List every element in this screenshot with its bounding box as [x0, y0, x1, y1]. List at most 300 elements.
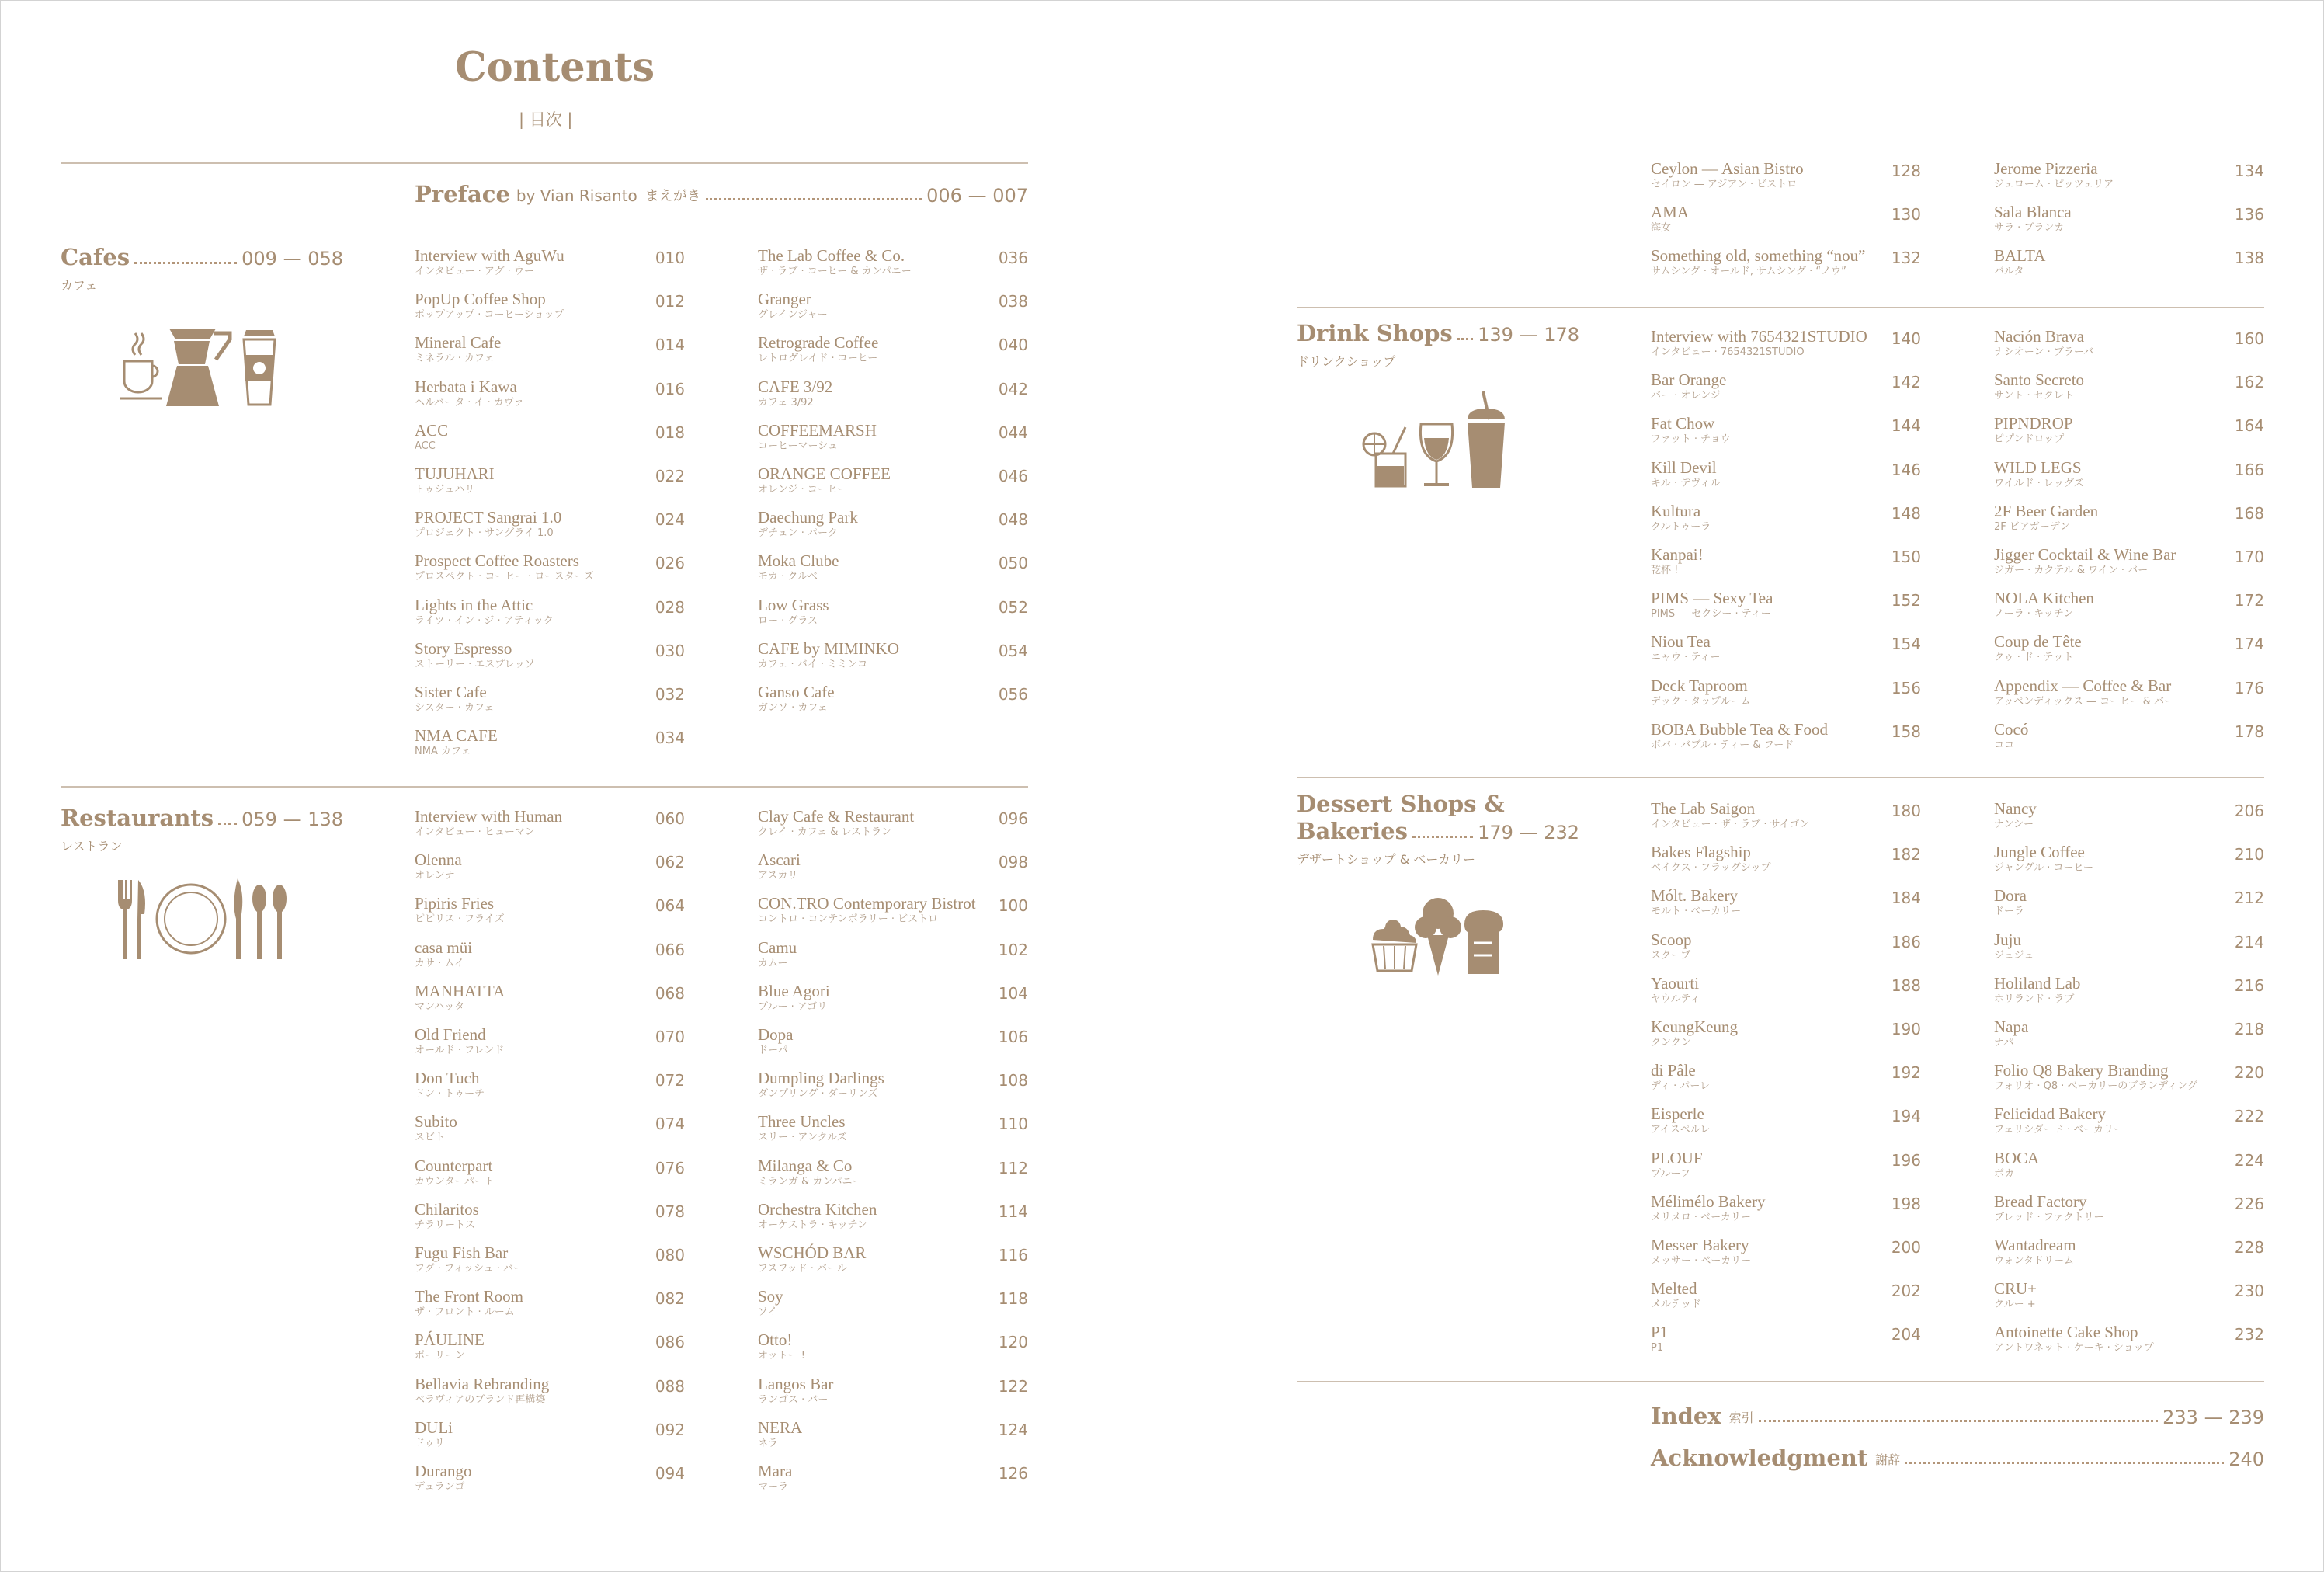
entry-page: 174: [2234, 635, 2264, 654]
toc-entry[interactable]: [758, 465, 1028, 496]
entry-jp: バー · オレンジ: [1651, 390, 1721, 402]
entry-name: Durango: [415, 1462, 472, 1480]
entry-name: Wantadream: [1994, 1236, 2076, 1254]
section-header-dessert-shops[interactable]: [1297, 791, 1579, 868]
entry-page: 096: [998, 809, 1028, 828]
entry-jp: ニャウ · ティー: [1651, 652, 1721, 664]
entry-name: Blue Agori: [758, 981, 830, 1000]
entry-name: Olenna: [415, 850, 462, 870]
index-row[interactable]: [1651, 1403, 2264, 1429]
entry-page: 162: [2234, 373, 2264, 392]
entry-jp: クルトゥーラ: [1651, 520, 1711, 533]
entry-page: 160: [2234, 329, 2264, 348]
entry-page: 226: [2234, 1194, 2264, 1213]
entry-jp: ザ · ラブ · コーヒー & カンパニー: [758, 266, 912, 278]
toc-entry[interactable]: [1651, 633, 1921, 663]
entry-page: 188: [1891, 976, 1921, 995]
entry-name: NMA CAFE: [415, 726, 498, 746]
toc-entry[interactable]: [415, 1157, 685, 1188]
entry-page: 012: [655, 292, 685, 311]
entry-page: 194: [1891, 1107, 1921, 1126]
toc-entry[interactable]: [1651, 1280, 1921, 1310]
toc-entry[interactable]: [415, 596, 685, 627]
entry-jp: ジェローム · ピッツェリア: [1994, 179, 2114, 191]
entry-name: Jungle Coffee: [1994, 843, 2085, 862]
entry-page: 018: [655, 423, 685, 442]
entry-page: 168: [2234, 503, 2264, 523]
toc-entry[interactable]: [758, 596, 1028, 627]
entry-page: 036: [998, 249, 1028, 267]
entry-page: 218: [2234, 1020, 2264, 1038]
toc-entry[interactable]: [1994, 800, 2264, 830]
entry-page: 070: [655, 1028, 685, 1046]
acknowledgment-pages: 240: [2228, 1449, 2264, 1470]
toc-entry[interactable]: [1994, 1105, 2264, 1136]
entry-jp: ココ: [1994, 739, 2015, 751]
entry-name: Ganso Cafe: [758, 683, 835, 701]
toc-entry[interactable]: [758, 1419, 1028, 1449]
toc-entry[interactable]: [1994, 1062, 2264, 1092]
section-header-cafes[interactable]: [61, 244, 343, 294]
toc-entry[interactable]: [415, 683, 685, 714]
entry-page: 202: [1891, 1282, 1921, 1301]
entry-jp: ホリランド · ラブ: [1994, 993, 2075, 1005]
toc-entry[interactable]: [415, 290, 685, 321]
entry-jp: インタビュー · ヒューマン: [415, 826, 535, 839]
entry-jp: アッペンディックス — コーヒー & バー: [1994, 695, 2175, 708]
entry-page: 086: [655, 1333, 685, 1352]
entry-jp: ナシオーン · ブラーバ: [1994, 346, 2094, 359]
entry-jp: PIMS — セクシー · ティー: [1651, 608, 1771, 621]
entry-name: Retrograde Coffee: [758, 333, 879, 353]
entry-name: PÁULINE: [415, 1330, 485, 1350]
toc-entry[interactable]: [415, 552, 685, 583]
toc-entry[interactable]: [1651, 1236, 1921, 1267]
entry-name: Milanga & Co: [758, 1156, 853, 1175]
entry-page: 040: [998, 336, 1028, 355]
toc-entry[interactable]: [1651, 459, 1921, 489]
toc-entry[interactable]: [758, 939, 1028, 969]
entry-page: 078: [655, 1202, 685, 1221]
entry-page: 032: [655, 685, 685, 704]
entry-name: Santo Secreto: [1994, 370, 2085, 390]
entry-page: 184: [1891, 889, 1921, 908]
section-header-restaurants[interactable]: [61, 805, 343, 854]
entry-jp: フスフッド · バール: [758, 1263, 847, 1275]
toc-entry[interactable]: [1651, 887, 1921, 917]
toc-entry[interactable]: [758, 683, 1028, 714]
entry-jp: カフェ · バイ · ミミンコ: [758, 658, 868, 670]
toc-entry[interactable]: [1994, 590, 2264, 620]
toc-entry[interactable]: [758, 1244, 1028, 1275]
entry-name: ORANGE COFFEE: [758, 464, 891, 483]
entry-page: 044: [998, 423, 1028, 442]
toc-entry[interactable]: [415, 1113, 685, 1143]
toc-entry[interactable]: [1651, 721, 1921, 751]
entry-page: 054: [998, 641, 1028, 660]
entry-page: 126: [998, 1464, 1028, 1483]
entry-page: 222: [2234, 1107, 2264, 1126]
toc-entry[interactable]: [1651, 160, 1921, 190]
entry-name: Juju: [1994, 930, 2022, 949]
entry-jp: サムシング · オールド, サムシング · “ノウ”: [1651, 266, 1846, 278]
toc-entry[interactable]: [1651, 1062, 1921, 1092]
entry-jp: モカ · クルベ: [758, 571, 818, 583]
toc-entry[interactable]: [1994, 843, 2264, 874]
entry-name: Something old, something “nou”: [1651, 246, 1866, 266]
entry-jp: ライツ · イン · ジ · アティック: [415, 614, 554, 627]
entry-name: Coup de Tête: [1994, 632, 2082, 652]
entry-name: Sala Blanca: [1994, 203, 2072, 222]
toc-entry[interactable]: [758, 808, 1028, 838]
entry-jp: ヘルバータ · イ · カヴァ: [415, 396, 524, 409]
toc-entry[interactable]: [1994, 975, 2264, 1005]
entry-jp: ワイルド · レッグズ: [1994, 477, 2084, 489]
toc-entry[interactable]: [758, 247, 1028, 277]
entry-jp: 2F ビアガーデン: [1994, 520, 2070, 533]
toc-entry[interactable]: [1994, 1149, 2264, 1180]
entry-jp: カウンターパート: [415, 1175, 495, 1188]
entry-jp: クルー +: [1994, 1299, 2036, 1311]
entry-jp: プロスペクト · コーヒー · ロースターズ: [415, 571, 594, 583]
entry-name: Pipiris Fries: [415, 894, 495, 913]
toc-entry[interactable]: [1994, 633, 2264, 663]
toc-entry[interactable]: [758, 1288, 1028, 1318]
entry-page: 146: [1891, 460, 1921, 479]
entry-page: 120: [998, 1333, 1028, 1352]
entry-page: 014: [655, 336, 685, 355]
toc-entry[interactable]: [758, 1376, 1028, 1406]
entry-page: 038: [998, 292, 1028, 311]
entry-jp: デチュン · パーク: [758, 527, 839, 540]
entry-name: Niou Tea: [1651, 632, 1711, 652]
entry-jp: ジガー · カクテル & ワイン · バー: [1994, 565, 2149, 577]
entry-jp: オールド · フレンド: [415, 1045, 505, 1057]
toc-entry[interactable]: [415, 982, 685, 1013]
preface-leader: [706, 198, 922, 200]
toc-entry[interactable]: [415, 378, 685, 409]
toc-entry[interactable]: [1651, 975, 1921, 1005]
entry-jp: スリー · アンクルズ: [758, 1132, 847, 1144]
coffee-icon: [116, 315, 291, 408]
toc-entry[interactable]: [758, 1462, 1028, 1493]
toc-entry[interactable]: [1651, 590, 1921, 620]
toc-entry[interactable]: [415, 247, 685, 277]
entry-name: Subito: [415, 1112, 457, 1132]
entry-name: CAFE by MIMINKO: [758, 638, 900, 658]
entry-jp: キル · デヴィル: [1651, 477, 1721, 489]
entry-name: Herbata i Kawa: [415, 377, 517, 396]
entry-page: 232: [2234, 1325, 2264, 1344]
section-jp: レストラン: [61, 838, 123, 854]
toc-entry[interactable]: [415, 851, 685, 882]
toc-entry[interactable]: [1994, 546, 2264, 576]
entry-jp: サント · セクレト: [1994, 390, 2074, 402]
entry-page: 076: [655, 1158, 685, 1177]
entry-jp: ミランガ & カンパニー: [758, 1175, 863, 1188]
toc-entry[interactable]: [415, 808, 685, 838]
toc-entry[interactable]: [1994, 887, 2264, 917]
entry-jp: クゥ · ド · テット: [1994, 652, 2074, 664]
entry-jp: 海女: [1651, 222, 1672, 235]
entry-name: Ascari: [758, 850, 801, 870]
toc-entry[interactable]: [415, 334, 685, 364]
desserts-icon: [1367, 893, 1514, 979]
entry-jp: ナンシー: [1994, 819, 2034, 831]
entry-page: 190: [1891, 1020, 1921, 1038]
toc-entry[interactable]: [415, 939, 685, 969]
toc-entry[interactable]: [415, 1462, 685, 1493]
entry-name: Napa: [1994, 1017, 2029, 1036]
entry-name: PROJECT Sangrai 1.0: [415, 508, 562, 527]
entry-name: Lights in the Attic: [415, 595, 533, 614]
toc-entry[interactable]: [1651, 1193, 1921, 1223]
entry-name: Chilaritos: [415, 1199, 479, 1219]
toc-entry[interactable]: [758, 378, 1028, 409]
entry-jp: ミネラル · カフェ: [415, 353, 495, 365]
entry-name: P1: [1651, 1323, 1669, 1342]
toc-entry[interactable]: [415, 509, 685, 539]
entry-jp: ドン · トゥーチ: [415, 1088, 485, 1101]
toc-entry[interactable]: [1651, 546, 1921, 576]
toc-entry[interactable]: [758, 1069, 1028, 1100]
toc-entry[interactable]: [758, 640, 1028, 670]
entry-page: 164: [2234, 416, 2264, 436]
entry-jp: レトログレイド · コーヒー: [758, 353, 878, 365]
entry-jp: シスター · カフェ: [415, 702, 495, 715]
toc-entry[interactable]: [1651, 1018, 1921, 1049]
entry-jp: メッサー · ベーカリー: [1651, 1255, 1752, 1268]
entry-jp: グレインジャー: [758, 309, 828, 322]
entry-page: 186: [1891, 932, 1921, 951]
toc-entry[interactable]: [1994, 415, 2264, 445]
entry-name: PIPNDROP: [1994, 414, 2073, 433]
toc-entry[interactable]: [415, 1069, 685, 1100]
toc-entry[interactable]: [1994, 247, 2264, 277]
entry-page: 224: [2234, 1150, 2264, 1170]
entry-page: 130: [1891, 205, 1921, 224]
entry-jp: プルーフ: [1651, 1167, 1690, 1180]
entry-jp: ACC: [415, 440, 436, 452]
section-range: 009 — 058: [241, 247, 343, 270]
entry-page: 158: [1891, 722, 1921, 741]
entry-jp: フェリシダード · ベーカリー: [1994, 1124, 2124, 1136]
acknowledgment-jp: 謝辞: [1875, 1452, 1901, 1467]
entry-jp: プロジェクト · サングライ 1.0: [415, 527, 554, 540]
entry-page: 100: [998, 896, 1028, 916]
toc-entry[interactable]: [1651, 800, 1921, 830]
toc-entry[interactable]: [758, 1201, 1028, 1231]
entry-jp: ノーラ · キッチン: [1994, 608, 2074, 621]
entry-name: Deck Taproom: [1651, 676, 1748, 695]
entry-name: Fugu Fish Bar: [415, 1243, 509, 1262]
toc-entry[interactable]: [1651, 503, 1921, 533]
preface-row[interactable]: [415, 181, 1028, 207]
toc-entry[interactable]: [1651, 677, 1921, 708]
toc-entry[interactable]: [1651, 1149, 1921, 1180]
entry-jp: クレイ · カフェ & レストラン: [758, 826, 892, 839]
entry-name: Story Espresso: [415, 638, 512, 658]
toc-entry[interactable]: [415, 1026, 685, 1056]
entry-jp: ナパ: [1994, 1037, 2014, 1049]
entry-name: CAFE 3/92: [758, 377, 833, 396]
entry-name: NOLA Kitchen: [1994, 589, 2094, 608]
rule-dessert-shops: [1297, 777, 2264, 778]
entry-jp: P1: [1651, 1342, 1664, 1355]
toc-entry[interactable]: [1651, 931, 1921, 962]
toc-entry[interactable]: [1651, 203, 1921, 234]
entry-name: BOBA Bubble Tea & Food: [1651, 719, 1828, 739]
entry-page: 212: [2234, 889, 2264, 908]
entry-jp: ピピリス · フライズ: [415, 913, 505, 926]
toc-entry[interactable]: [1994, 721, 2264, 751]
toc-entry[interactable]: [1994, 371, 2264, 402]
entry-jp: カフェ 3/92: [758, 396, 814, 409]
entry-jp: サラ · ブランカ: [1994, 222, 2065, 235]
toc-entry[interactable]: [758, 1113, 1028, 1143]
toc-entry[interactable]: [415, 640, 685, 670]
toc-entry[interactable]: [415, 1331, 685, 1362]
entry-name: Interview with AguWu: [415, 246, 564, 265]
section-leader: [1457, 338, 1473, 340]
entry-name: Three Uncles: [758, 1112, 846, 1132]
entry-jp: スビト: [415, 1132, 446, 1144]
entry-name: Low Grass: [758, 595, 829, 614]
toc-entry[interactable]: [758, 851, 1028, 882]
entry-page: 210: [2234, 845, 2264, 864]
entry-name: Mélimélo Bakery: [1651, 1191, 1766, 1211]
toc-entry[interactable]: [758, 509, 1028, 539]
entry-page: 140: [1891, 329, 1921, 348]
entry-jp: ブレッド · ファクトリー: [1994, 1211, 2104, 1223]
toc-entry[interactable]: [1994, 931, 2264, 962]
section-leader: [1412, 836, 1473, 838]
toc-entry[interactable]: [1994, 1323, 2264, 1354]
entry-jp: 乾杯 !: [1651, 565, 1679, 577]
entry-jp: ガンソ · カフェ: [758, 702, 828, 715]
toc-entry[interactable]: [1994, 1236, 2264, 1267]
entry-page: 106: [998, 1028, 1028, 1046]
toc-entry[interactable]: [758, 1157, 1028, 1188]
entry-jp: マンハッタ: [415, 1000, 465, 1013]
entry-name: Mara: [758, 1462, 793, 1480]
toc-entry[interactable]: [1651, 415, 1921, 445]
entry-page: 052: [998, 597, 1028, 617]
entry-name: Melted: [1651, 1279, 1697, 1299]
entry-name: CON.TRO Contemporary Bistrot: [758, 894, 976, 913]
entry-page: 166: [2234, 460, 2264, 479]
toc-entry[interactable]: [758, 1026, 1028, 1056]
toc-entry[interactable]: [1994, 1193, 2264, 1223]
entry-page: 192: [1891, 1063, 1921, 1083]
toc-entry[interactable]: [1651, 1323, 1921, 1354]
entry-jp: ブルー · アゴリ: [758, 1000, 828, 1013]
index-pages: 233 — 239: [2162, 1407, 2264, 1428]
section-header-drink-shops[interactable]: [1297, 320, 1579, 370]
entry-jp: オレンジ · コーヒー: [758, 484, 848, 496]
toc-entry[interactable]: [415, 1419, 685, 1449]
entry-jp: コントロ · コンテンポラリー · ビストロ: [758, 913, 939, 926]
toc-entry[interactable]: [1651, 328, 1921, 358]
toc-entry[interactable]: [415, 727, 685, 757]
toc-entry[interactable]: [1994, 328, 2264, 358]
entry-page: 062: [655, 853, 685, 872]
toc-entry[interactable]: [1651, 371, 1921, 402]
toc-entry[interactable]: [758, 422, 1028, 452]
toc-entry[interactable]: [1994, 1018, 2264, 1049]
section-title: Restaurants: [61, 805, 214, 831]
toc-entry[interactable]: [758, 334, 1028, 364]
toc-entry[interactable]: [415, 1201, 685, 1231]
entry-jp: インタビュー · アグ · ウー: [415, 266, 534, 278]
section-jp: ドリンクショップ: [1297, 353, 1396, 369]
contents-subtitle: | 目次 |: [519, 110, 573, 129]
preface-pages: 006 — 007: [926, 185, 1028, 207]
entry-jp: ドゥリ: [415, 1437, 445, 1449]
toc-entry[interactable]: [1994, 503, 2264, 533]
entry-jp: NMA カフェ: [415, 746, 471, 758]
entry-name: Sister Cafe: [415, 683, 487, 701]
toc-entry[interactable]: [415, 1288, 685, 1318]
rule-back-matter: [1297, 1381, 2264, 1382]
entry-page: 026: [655, 554, 685, 573]
entry-page: 180: [1891, 802, 1921, 820]
toc-entry[interactable]: [1994, 160, 2264, 190]
entry-page: 042: [998, 379, 1028, 398]
toc-entry[interactable]: [758, 1331, 1028, 1362]
entry-name: Nación Brava: [1994, 327, 2085, 346]
toc-entry[interactable]: [415, 422, 685, 452]
toc-entry[interactable]: [1994, 203, 2264, 234]
acknowledgment-row[interactable]: [1651, 1445, 2264, 1471]
entry-page: 088: [655, 1376, 685, 1396]
preface-author: by Vian Risanto: [516, 186, 637, 205]
entry-name: Kultura: [1651, 501, 1701, 520]
entry-name: Dumpling Darlings: [758, 1069, 884, 1088]
entry-page: 122: [998, 1376, 1028, 1396]
toc-entry[interactable]: [1651, 247, 1921, 277]
entry-page: 128: [1891, 162, 1921, 180]
entry-name: BALTA: [1994, 246, 2046, 266]
toc-entry[interactable]: [1651, 843, 1921, 874]
toc-entry[interactable]: [415, 1376, 685, 1406]
toc-entry[interactable]: [1994, 459, 2264, 489]
section-title: Drink Shops: [1297, 320, 1453, 346]
toc-entry[interactable]: [758, 552, 1028, 583]
toc-entry[interactable]: [1994, 1280, 2264, 1310]
entry-jp: ドーパ: [758, 1045, 788, 1057]
entry-name: Yaourti: [1651, 973, 1700, 993]
toc-entry[interactable]: [758, 982, 1028, 1013]
toc-entry[interactable]: [1994, 677, 2264, 708]
entry-name: Holiland Lab: [1994, 973, 2081, 993]
acknowledgment-leader: [1905, 1462, 2224, 1464]
entry-jp: モルト · ベーカリー: [1651, 906, 1742, 918]
toc-entry[interactable]: [415, 465, 685, 496]
entry-page: 048: [998, 510, 1028, 530]
toc-entry[interactable]: [1651, 1105, 1921, 1136]
entry-jp: デュランゴ: [415, 1481, 465, 1494]
section-range: 059 — 138: [241, 808, 343, 830]
toc-entry[interactable]: [415, 895, 685, 925]
entry-page: 118: [998, 1289, 1028, 1309]
toc-entry[interactable]: [758, 895, 1028, 925]
toc-entry[interactable]: [758, 290, 1028, 321]
section-title-line2: Bakeries: [1297, 817, 1408, 844]
entry-jp: コーヒーマーシュ: [758, 440, 838, 452]
entry-jp: チラリートス: [415, 1219, 475, 1231]
toc-entry[interactable]: [415, 1244, 685, 1275]
